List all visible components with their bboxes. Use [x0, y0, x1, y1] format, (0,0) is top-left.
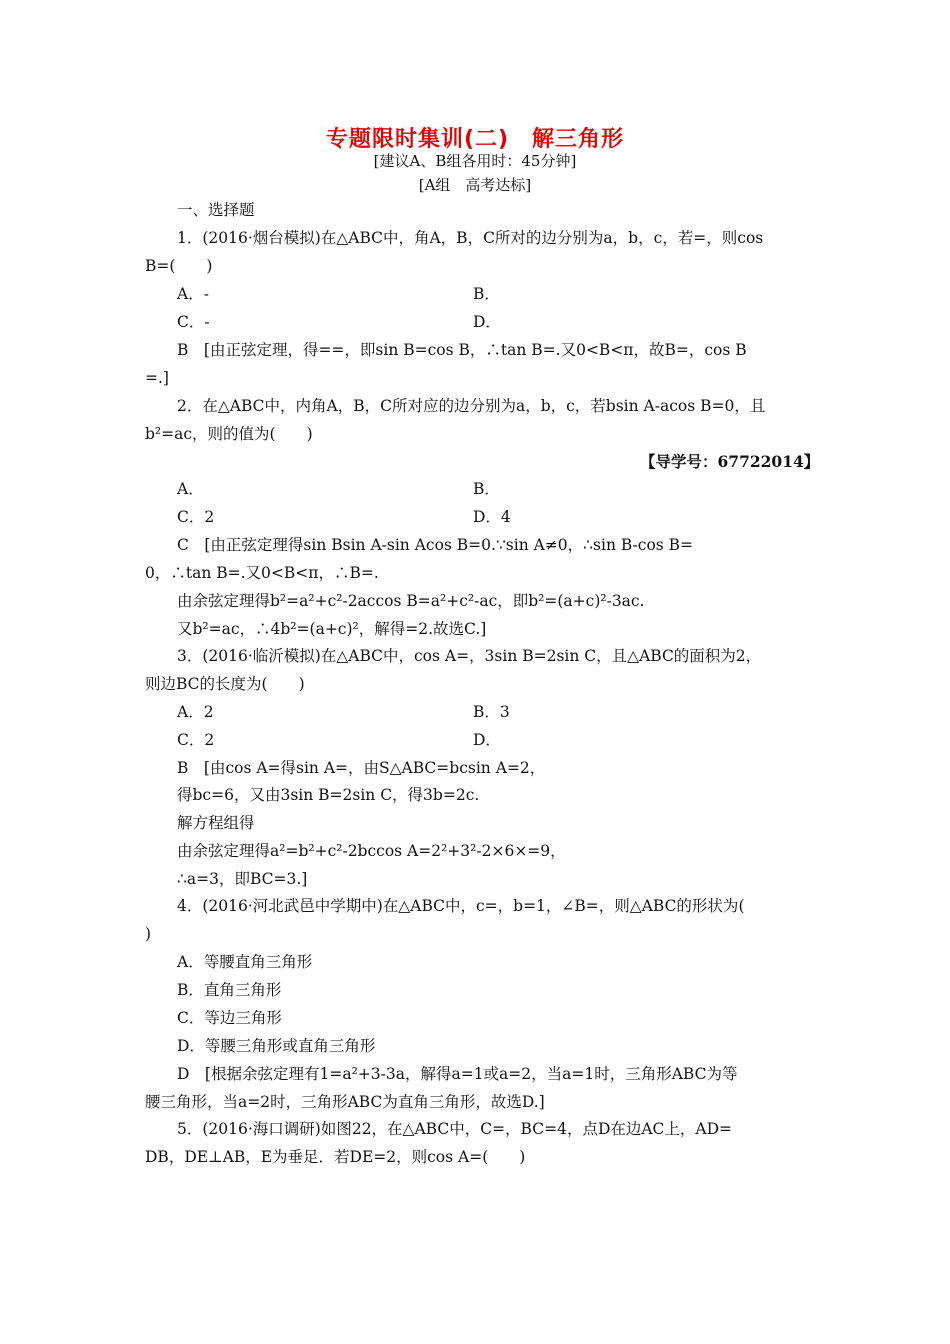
answer-1-line-1: B [由正弦定理，得==，即sin B=cos B，∴tan B=.又0<B<π，故B=，cos B [177, 341, 747, 359]
question-3-option-d: D． [473, 731, 501, 749]
question-3-option-a: A．2 [177, 703, 214, 721]
question-1-line-2: B=( ) [145, 257, 213, 275]
question-1-option-d: D． [473, 313, 501, 331]
question-2-line-1: 2．在△ABC中，内角A，B，C所对应的边分别为a，b，c，若bsin A-acos B=0，且 [177, 397, 766, 415]
answer-2-line-1: C [由正弦定理得sin Bsin A-sin Acos B=0.∵sin A≠0，∴sin B-cos B= [177, 536, 694, 554]
page-title: 专题限时集训(二) 解三角形 [325, 127, 625, 152]
question-4-option-b: B．直角三角形 [177, 981, 282, 999]
question-4-option-c: C．等边三角形 [177, 1009, 282, 1027]
question-5-line-2: DB，DE⊥AB，E为垂足．若DE=2，则cos A=( ) [145, 1148, 526, 1166]
question-1-line-1: 1．(2016·烟台模拟)在△ABC中，角A，B，C所对的边分别为a，b，c，若=，则cos [177, 229, 764, 247]
question-2-option-a: A． [177, 480, 204, 498]
question-4-option-d: D．等腰三角形或直角三角形 [177, 1037, 376, 1055]
answer-4-line-2: 腰三角形，当a=2时，三角形ABC为直角三角形，故选D.] [145, 1093, 545, 1111]
question-4-option-a: A．等腰直角三角形 [177, 953, 313, 971]
subtitle-group: [A组 高考达标] [418, 176, 532, 194]
question-2-option-c: C．2 [177, 508, 215, 526]
question-2-option-b: B． [473, 480, 500, 498]
subtitle-time: [建议A、B组各用时：45分钟] [373, 152, 577, 170]
answer-3-line-1: B [由cos A=得sin A=，由S△ABC=bcsin A=2， [177, 759, 546, 777]
question-4-line-2: ) [145, 925, 152, 943]
question-3-line-1: 3．(2016·临沂模拟)在△ABC中，cos A=，3sin B=2sin C，且△ABC的面积为2， [177, 647, 762, 665]
question-1-option-a: A．- [177, 285, 209, 303]
question-5-line-1: 5．(2016·海口调研)如图22，在△ABC中，C=，BC=4，点D在边AC上，AD= [177, 1120, 733, 1138]
answer-1-line-2: =.] [145, 369, 169, 387]
question-1-option-b: B． [473, 285, 500, 303]
guide-number: 【导学号：67722014】 [640, 452, 820, 471]
question-3-line-2: 则边BC的长度为( ) [145, 675, 305, 693]
question-3-option-b: B．3 [473, 703, 510, 721]
question-4-line-1: 4．(2016·河北武邑中学期中)在△ABC中，c=，b=1，∠B=，则△ABC的形状为( [177, 897, 745, 915]
question-2-option-d: D．4 [473, 508, 511, 526]
answer-3-line-3: 解方程组得 [177, 814, 255, 832]
answer-4-line-1: D [根据余弦定理有1=a²+3-3a，解得a=1或a=2，当a=1时，三角形ABC为等 [177, 1065, 738, 1083]
section-heading: 一、选择题 [177, 201, 255, 219]
answer-3-line-4: 由余弦定理得a²=b²+c²-2bccos A=2²+3²-2×6×=9， [177, 842, 566, 860]
answer-2-line-2: 0，∴tan B=.又0<B<π，∴B=. [145, 564, 379, 582]
answer-3-line-2: 得bc=6，又由3sin B=2sin C，得3b=2c. [177, 786, 480, 804]
answer-3-line-5: ∴a=3，即BC=3.] [177, 870, 308, 888]
question-2-line-2: b²=ac，则的值为( ) [145, 425, 313, 443]
answer-2-line-3: 由余弦定理得b²=a²+c²-2accos B=a²+c²-ac，即b²=(a+c)²-3ac. [177, 592, 645, 610]
question-3-option-c: C．2 [177, 731, 215, 749]
answer-2-line-4: 又b²=ac，∴4b²=(a+c)²，解得=2.故选C.] [177, 620, 487, 638]
question-1-option-c: C．- [177, 313, 210, 331]
